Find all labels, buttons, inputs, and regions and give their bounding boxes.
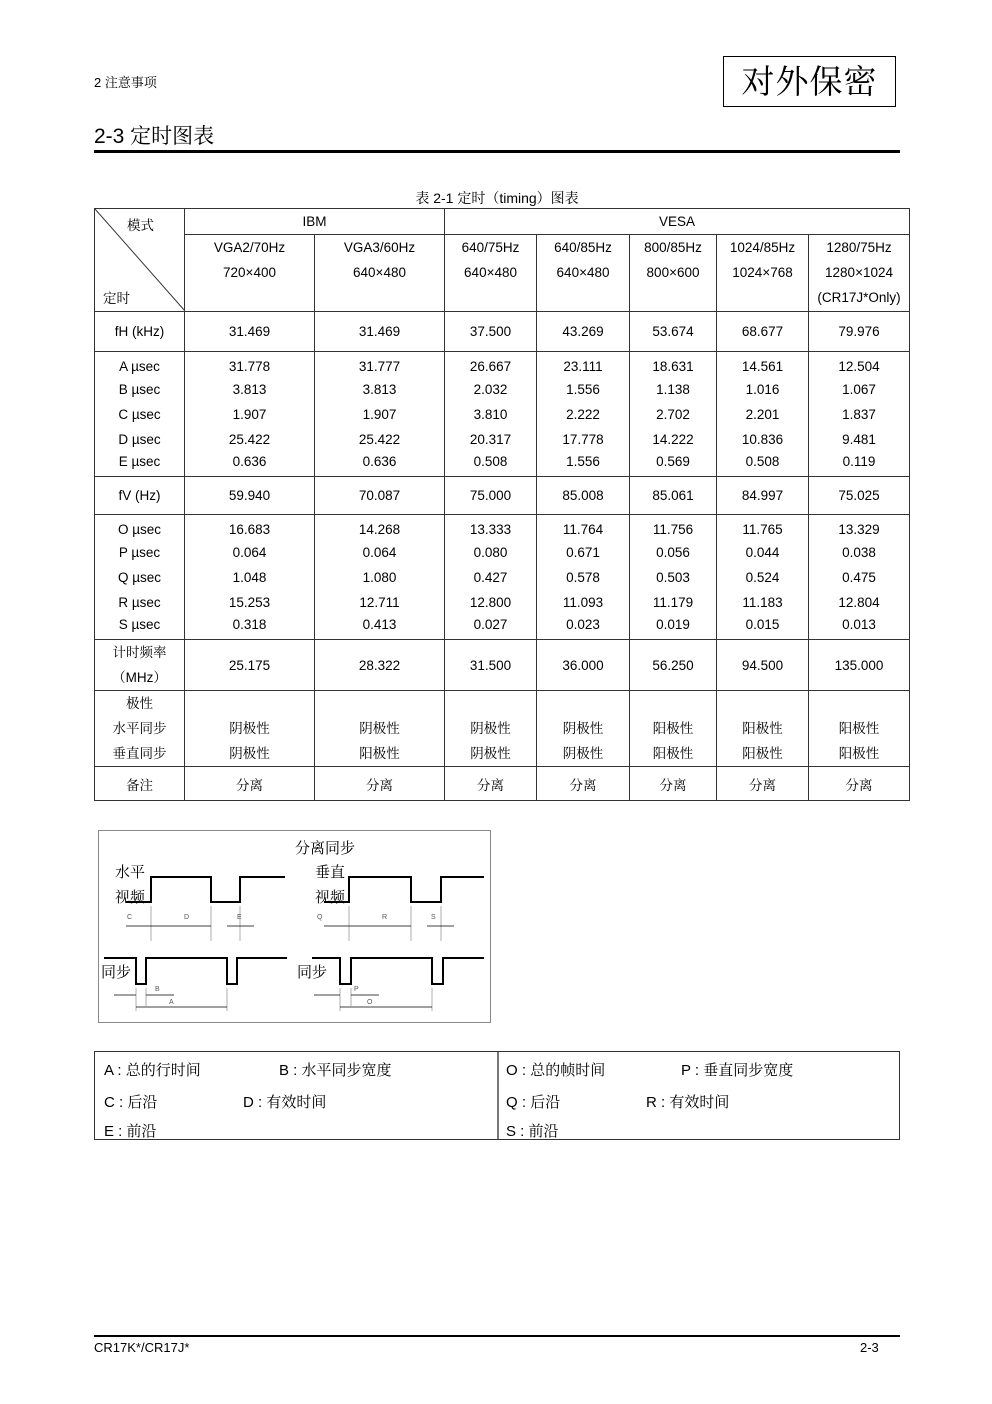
cell-value: 0.038 — [809, 540, 910, 565]
legend-item-b: B : 水平同步宽度 — [279, 1062, 392, 1079]
cell-value: 1.067 — [809, 377, 910, 402]
cell-value: 12.711 — [315, 590, 445, 615]
polarity-title: 极性 — [126, 696, 153, 711]
remarks-value: 分离 — [717, 767, 809, 801]
cell-value: 1.016 — [717, 377, 809, 402]
mark-c: C — [127, 914, 133, 921]
v-polarity: 阴极性 — [229, 746, 270, 761]
cell-value: 11.764 — [537, 515, 630, 540]
cell-value: 2.201 — [717, 402, 809, 427]
polarity-value — [445, 691, 537, 767]
row-label: A µsec — [95, 352, 185, 377]
h-polarity: 阴极性 — [359, 721, 400, 736]
horizontal_rows-row — [95, 452, 910, 477]
mode-name: VGA3/60Hz — [343, 240, 416, 256]
mode-note: (CR17J*Only) — [817, 290, 901, 306]
mode-header-cell — [630, 235, 717, 312]
fh-value: 43.269 — [537, 312, 630, 352]
cell-value: 0.056 — [630, 540, 717, 565]
row-label: Q µsec — [95, 565, 185, 590]
h-sync-label: 同步 — [101, 964, 132, 981]
fh-value: 68.677 — [717, 312, 809, 352]
cell-value: 2.222 — [537, 402, 630, 427]
cell-value: 0.080 — [445, 540, 537, 565]
remarks-value: 分离 — [537, 767, 630, 801]
h-video-label-2: 视频 — [115, 889, 146, 906]
cell-value: 0.524 — [717, 565, 809, 590]
mark-d: D — [184, 914, 190, 921]
timing-table — [94, 208, 910, 801]
cell-value: 0.636 — [315, 452, 445, 477]
fh-value: 79.976 — [809, 312, 910, 352]
mark-s: S — [431, 914, 436, 921]
remarks-value: 分离 — [185, 767, 315, 801]
mode-name: VGA2/70Hz — [213, 240, 286, 256]
cell-value: 3.813 — [315, 377, 445, 402]
polarity-label — [95, 691, 185, 767]
cell-value: 16.683 — [185, 515, 315, 540]
vertical_rows-row — [95, 515, 910, 540]
horizontal_rows-row — [95, 352, 910, 377]
remarks-row — [95, 767, 910, 801]
cell-value: 0.671 — [537, 540, 630, 565]
h-polarity: 阴极性 — [562, 721, 604, 736]
cell-value: 0.064 — [185, 540, 315, 565]
cell-value: 0.508 — [717, 452, 809, 477]
horizontal_rows-row — [95, 377, 910, 402]
v-polarity: 阳极性 — [838, 746, 880, 761]
legend-item-d: D : 有效时间 — [243, 1094, 327, 1111]
cell-value: 0.427 — [445, 565, 537, 590]
cell-value: 1.907 — [185, 402, 315, 427]
cell-value: 14.222 — [630, 427, 717, 452]
h-polarity: 阴极性 — [470, 721, 511, 736]
clock-label — [95, 640, 185, 691]
cell-value: 0.019 — [630, 615, 717, 640]
cell-value: 0.015 — [717, 615, 809, 640]
v-polarity: 阳极性 — [742, 746, 783, 761]
cell-value: 17.778 — [537, 427, 630, 452]
corner-cell — [95, 209, 185, 312]
clock-label-line1: 计时频率 — [112, 645, 167, 660]
fh-value: 37.500 — [445, 312, 537, 352]
mode-resolution: 800×600 — [646, 265, 700, 281]
cell-value: 11.765 — [717, 515, 809, 540]
remarks-label: 备注 — [95, 767, 185, 801]
mode-header-cell — [185, 235, 315, 312]
horizontal_rows-row — [95, 427, 910, 452]
mode-name: 1024/85Hz — [729, 240, 796, 256]
legend-item-p: P : 垂直同步宽度 — [681, 1062, 794, 1079]
row-label: fH (kHz) — [95, 312, 185, 352]
clock-value: 94.500 — [717, 640, 809, 691]
h-polarity: 阳极性 — [652, 721, 694, 736]
mode-resolution: 640×480 — [353, 265, 406, 281]
mark-o: O — [367, 999, 373, 1006]
h-polarity: 阳极性 — [742, 721, 783, 736]
cell-value: 3.810 — [445, 402, 537, 427]
cell-value: 0.044 — [717, 540, 809, 565]
v-polarity: 阳极性 — [652, 746, 694, 761]
sync-timing-diagram — [98, 830, 491, 1023]
cell-value: 31.778 — [185, 352, 315, 377]
mode-name: 1280/75Hz — [826, 240, 892, 256]
h-sync-waveform — [104, 958, 287, 984]
group-vesa: VESA — [445, 209, 910, 235]
mode-name: 640/85Hz — [554, 240, 612, 256]
mode-resolution: 720×400 — [223, 265, 276, 281]
v-video-waveform — [324, 877, 484, 902]
fv-value: 70.087 — [315, 477, 445, 515]
remarks-value: 分离 — [630, 767, 717, 801]
clock-value: 31.500 — [445, 640, 537, 691]
section-label: 2 注意事项 — [94, 75, 157, 90]
polarity-value — [630, 691, 717, 767]
cell-value: 25.422 — [315, 427, 445, 452]
confidential-stamp: 对外保密 — [723, 56, 896, 107]
polarity-value — [809, 691, 910, 767]
row-label: C µsec — [95, 402, 185, 427]
cell-value: 12.504 — [809, 352, 910, 377]
row-label: P µsec — [95, 540, 185, 565]
cell-value: 14.561 — [717, 352, 809, 377]
h-polarity: 阳极性 — [838, 721, 880, 736]
row-label: B µsec — [95, 377, 185, 402]
cell-value: 1.080 — [315, 565, 445, 590]
cell-value: 23.111 — [537, 352, 630, 377]
clock-row — [95, 640, 910, 691]
cell-value: 11.179 — [630, 590, 717, 615]
cell-value: 11.093 — [537, 590, 630, 615]
mode-header-cell — [537, 235, 630, 312]
waveform-svg — [99, 831, 492, 1024]
cell-value: 0.318 — [185, 615, 315, 640]
v-polarity: 阴极性 — [470, 746, 511, 761]
cell-value: 0.578 — [537, 565, 630, 590]
fh-value: 31.469 — [315, 312, 445, 352]
vertical_rows-row — [95, 540, 910, 565]
table-caption: 表 2-1 定时（timing）图表 — [415, 190, 579, 206]
cell-value: 3.813 — [185, 377, 315, 402]
h-polarity: 阴极性 — [229, 721, 270, 736]
v-sync-label: 垂直同步 — [112, 746, 167, 761]
cell-value: 1.048 — [185, 565, 315, 590]
cell-value: 0.503 — [630, 565, 717, 590]
page-title: 2-3 定时图表 — [94, 125, 215, 148]
cell-value: 0.569 — [630, 452, 717, 477]
legend-item-q: Q : 后沿 — [506, 1094, 561, 1111]
mark-r: R — [382, 914, 388, 921]
h-video-label-1: 水平 — [115, 864, 146, 881]
row-label: R µsec — [95, 590, 185, 615]
mode-name: 640/75Hz — [461, 240, 520, 256]
cell-value: 2.702 — [630, 402, 717, 427]
footer-model: CR17K*/CR17J* — [94, 1340, 190, 1355]
legend-item-o: O : 总的帧时间 — [506, 1062, 606, 1079]
polarity-value — [537, 691, 630, 767]
legend-box — [94, 1051, 900, 1140]
mode-header-cell — [445, 235, 537, 312]
cell-value: 20.317 — [445, 427, 537, 452]
fh-value: 31.469 — [185, 312, 315, 352]
v-polarity: 阳极性 — [359, 746, 400, 761]
v-sync-waveform — [312, 958, 484, 984]
cell-value: 1.907 — [315, 402, 445, 427]
legend-item-a: A : 总的行时间 — [104, 1062, 201, 1079]
row-label: O µsec — [95, 515, 185, 540]
cell-value: 31.777 — [315, 352, 445, 377]
row-label: fV (Hz) — [95, 477, 185, 515]
mode-resolution: 1280×1024 — [825, 265, 893, 281]
cell-value: 0.023 — [537, 615, 630, 640]
group-header-row — [95, 209, 910, 235]
mark-e: E — [237, 914, 242, 921]
cell-value: 2.032 — [445, 377, 537, 402]
cell-value: 12.804 — [809, 590, 910, 615]
row-label: D µsec — [95, 427, 185, 452]
cell-value: 15.253 — [185, 590, 315, 615]
legend-item-r: R : 有效时间 — [646, 1094, 730, 1111]
fv-value: 84.997 — [717, 477, 809, 515]
mode-label: 模式 — [127, 218, 154, 233]
fv-value: 75.025 — [809, 477, 910, 515]
v-video-label-2: 视频 — [315, 889, 346, 906]
legend-item-c: C : 后沿 — [104, 1094, 158, 1111]
h-sync-label: 水平同步 — [112, 721, 167, 736]
clock-value: 28.322 — [315, 640, 445, 691]
cell-value: 0.475 — [809, 565, 910, 590]
cell-value: 13.333 — [445, 515, 537, 540]
cell-value: 0.636 — [185, 452, 315, 477]
footer-page-number: 2-3 — [860, 1340, 879, 1355]
vertical_rows-row — [95, 615, 910, 640]
mode-header-cell — [809, 235, 910, 312]
cell-value: 0.027 — [445, 615, 537, 640]
clock-value: 135.000 — [809, 640, 910, 691]
fv-row — [95, 477, 910, 515]
fh-row — [95, 312, 910, 352]
cell-value: 13.329 — [809, 515, 910, 540]
cell-value: 18.631 — [630, 352, 717, 377]
mode-header-cell — [315, 235, 445, 312]
group-ibm: IBM — [185, 209, 445, 235]
cell-value: 0.013 — [809, 615, 910, 640]
v-video-label-1: 垂直 — [315, 864, 346, 881]
vertical_rows-row — [95, 565, 910, 590]
fv-value: 85.008 — [537, 477, 630, 515]
row-label: E µsec — [95, 452, 185, 477]
row-label: S µsec — [95, 615, 185, 640]
cell-value: 14.268 — [315, 515, 445, 540]
cell-value: 0.064 — [315, 540, 445, 565]
cell-value: 1.138 — [630, 377, 717, 402]
fv-value: 59.940 — [185, 477, 315, 515]
cell-value: 0.119 — [809, 452, 910, 477]
diagram-title: 分离同步 — [295, 840, 356, 857]
cell-value: 11.756 — [630, 515, 717, 540]
polarity-value — [185, 691, 315, 767]
cell-value: 0.508 — [445, 452, 537, 477]
footer-rule — [94, 1335, 900, 1337]
legend-item-s: S : 前沿 — [506, 1123, 559, 1140]
polarity-value — [717, 691, 809, 767]
cell-value: 1.556 — [537, 377, 630, 402]
timing-label: 定时 — [103, 291, 130, 306]
cell-value: 12.800 — [445, 590, 537, 615]
mode-resolution: 1024×768 — [732, 265, 793, 281]
legend-divider — [497, 1052, 499, 1139]
mode-resolution: 640×480 — [464, 265, 517, 281]
v-sync-label: 同步 — [297, 964, 328, 981]
mark-b: B — [155, 986, 160, 993]
clock-value: 56.250 — [630, 640, 717, 691]
horizontal_rows-row — [95, 402, 910, 427]
mark-q: Q — [317, 914, 323, 921]
title-rule — [94, 150, 900, 153]
cell-value: 1.837 — [809, 402, 910, 427]
polarity-value — [315, 691, 445, 767]
remarks-value: 分离 — [809, 767, 910, 801]
fh-value: 53.674 — [630, 312, 717, 352]
mark-a: A — [169, 999, 174, 1006]
h-video-waveform — [126, 877, 285, 902]
cell-value: 25.422 — [185, 427, 315, 452]
fv-value: 75.000 — [445, 477, 537, 515]
cell-value: 26.667 — [445, 352, 537, 377]
cell-value: 9.481 — [809, 427, 910, 452]
clock-value: 25.175 — [185, 640, 315, 691]
remarks-value: 分离 — [445, 767, 537, 801]
fv-value: 85.061 — [630, 477, 717, 515]
mode-name: 800/85Hz — [644, 240, 702, 256]
cell-value: 11.183 — [717, 590, 809, 615]
cell-value: 10.836 — [717, 427, 809, 452]
vertical_rows-row — [95, 590, 910, 615]
clock-label-line2: （MHz） — [112, 670, 167, 685]
mode-header-cell — [717, 235, 809, 312]
mode-resolution: 640×480 — [556, 265, 610, 281]
v-polarity: 阴极性 — [562, 746, 604, 761]
cell-value: 1.556 — [537, 452, 630, 477]
remarks-value: 分离 — [315, 767, 445, 801]
polarity-row — [95, 691, 910, 767]
cell-value: 0.413 — [315, 615, 445, 640]
mode-header-row — [95, 235, 910, 312]
mark-p: P — [354, 986, 359, 993]
clock-value: 36.000 — [537, 640, 630, 691]
legend-item-e: E : 前沿 — [104, 1123, 157, 1140]
